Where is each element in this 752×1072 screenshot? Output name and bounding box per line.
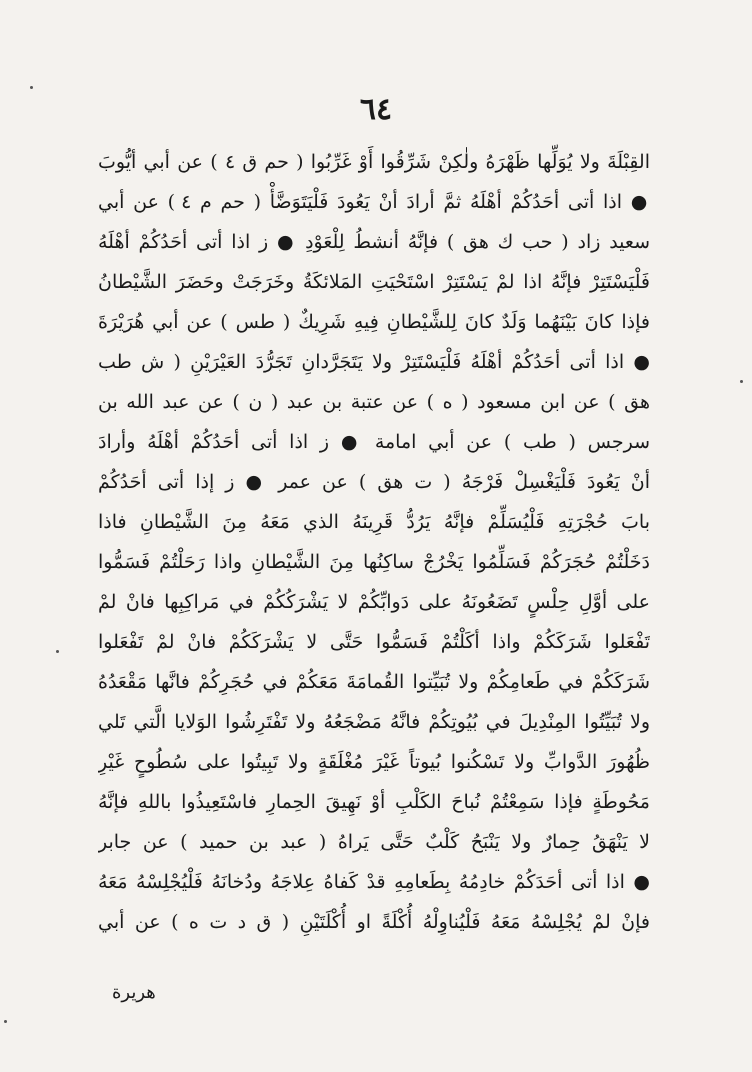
text-line: القِبْلَةَ ولا يُوَلِّها ظَهْرَهُ ولٰكِنْ شَرِّقُوا أَوْ غَرِّبُوا ( حم ق ٤ ) عن أبي أيُّوبَ [98, 151, 650, 173]
text-line: سعيد زاد ( حب ك هق ) فإنَّهُ أنشطُ لِلْعَوْدِ ● ز اذا أتى أحَدُكُمْ أهْلَهُ [98, 231, 650, 253]
page-number: ٦٤ [359, 92, 393, 127]
text-line: ● اذا أتى أحَدُكُمْ أهْلَهُ ثمَّ أرادَ أنْ يَعُودَ فَلْيَتَوَضَّأْ ( حم م ٤ ) عن أبي [98, 191, 650, 213]
text-line: لا يَنْهَقُ حِمارٌ ولا يَنْبَحُ كَلْبٌ حَتَّى يَراهُ ( عبد بن حميد ) عن جابر [98, 831, 650, 853]
text-line: مَحُوطَةٍ فإذا سَمِعْتُمْ نُباحَ الكَلْبِ أوْ نَهِيقَ الحِمارِ فاسْتَعِيذُوا باللهِ فإنَّهُ [98, 791, 650, 813]
hadith-text-block [98, 142, 650, 942]
scan-speck [30, 86, 33, 89]
text-line: هق ) عن ابن مسعود ( ه ) عن عتبة بن عبد ( ن ) عن عبد الله بن [98, 391, 650, 413]
text-line: ظُهُورَ الدَّوابِّ ولا تَسْكُنوا بُيوتاً غَيْرَ مُغْلَقَةٍ ولا تَبِيتُوا على سُطُوحٍ غَيْرِ [98, 751, 650, 773]
text-line: فإذا كانَ بَيْنَهُما وَلَدٌ كانَ لِلشَّيْطانِ فِيهِ شَرِيكٌ ( طس ) عن أبي هُرَيْرَةَ [98, 311, 650, 333]
text-line: دَخَلْتُمْ حُجَرَكُمْ فَسَلِّمُوا يَخْرُجْ ساكِنُها مِنَ الشَّيْطانِ واذا رَحَلْتُمْ فَسَمُّوا [98, 551, 650, 573]
text-line: ولا تُبَيِّتُوا المِنْدِيلَ في بُيُوتِكُمْ فانَّهُ مَضْجَعُهُ ولا تَفْتَرِشُوا الوَلايا الَّتي تَلي [98, 711, 650, 733]
text-line: على أوَّلِ حِلْسٍ تَضَعُونَهُ على دَوابِّكُمْ لا يَشْرَكُكُمْ في مَراكِبِها فانْ لمْ [98, 591, 650, 613]
scan-speck [56, 650, 59, 653]
text-line: فَلْيَسْتَتِرْ فإنَّهُ اذا لمْ يَسْتَتِرْ اسْتَحْيَتِ المَلائكَةُ وخَرَجَتْ وحَضَرَ الشَّيْطانُ [98, 271, 650, 293]
scan-speck [740, 380, 743, 383]
text-line: أنْ يَعُودَ فَلْيَغْسِلْ فَرْجَهُ ( ت هق ) عن عمر ● ز إذا أتى أحَدُكُمْ [98, 471, 650, 493]
text-line: تَفْعَلوا شَرَكَكُمْ واذا أكَلْتُمْ فَسَمُّوا حَتَّى لا يَشْرَكَكُمْ فانْ لمْ تَفْعَلوا [98, 631, 650, 653]
text-line: بابَ حُجْرَتِهِ فَلْيُسَلِّمْ فإنَّهُ يَرُدُّ قَرِينَهُ الذي مَعَهُ مِنَ الشَّيْطانِ فاذا [98, 511, 650, 533]
text-line: ● اذا أتى أحَدُكُمْ أهْلَهُ فَلْيَسْتَتِرْ ولا يَتَجَرَّدانِ تَجَرُّدَ العَيْرَيْنِ ( ش طب [98, 351, 650, 373]
text-line: ● اذا أتى أحَدَكُمْ خادِمُهُ بِطَعامِهِ قدْ كَفاهُ عِلاجَهُ ودُخانَهُ فَلْيُجْلِسْهُ مَعَهُ [98, 871, 650, 893]
scan-speck [4, 1020, 7, 1023]
text-line: شَرَكَكُمْ في طَعامِكُمْ ولا تُبَيِّتوا القُمامَةَ مَعَكُمْ في حُجَرِكُمْ فانَّها مَقْعَدُهُ [98, 671, 650, 693]
text-line: سرجس ( طب ) عن أبي امامة ● ز اذا أتى أحَدُكُمْ أهْلَهُ وأرادَ [98, 431, 650, 453]
text-line: فإنْ لمْ يُجْلِسْهُ مَعَهُ فَلْيُناوِلْهُ أُكْلَةً او أُكْلَتَيْنِ ( ق د ت ه ) عن أبي [98, 911, 650, 933]
catchword: هريرة [112, 982, 156, 1003]
